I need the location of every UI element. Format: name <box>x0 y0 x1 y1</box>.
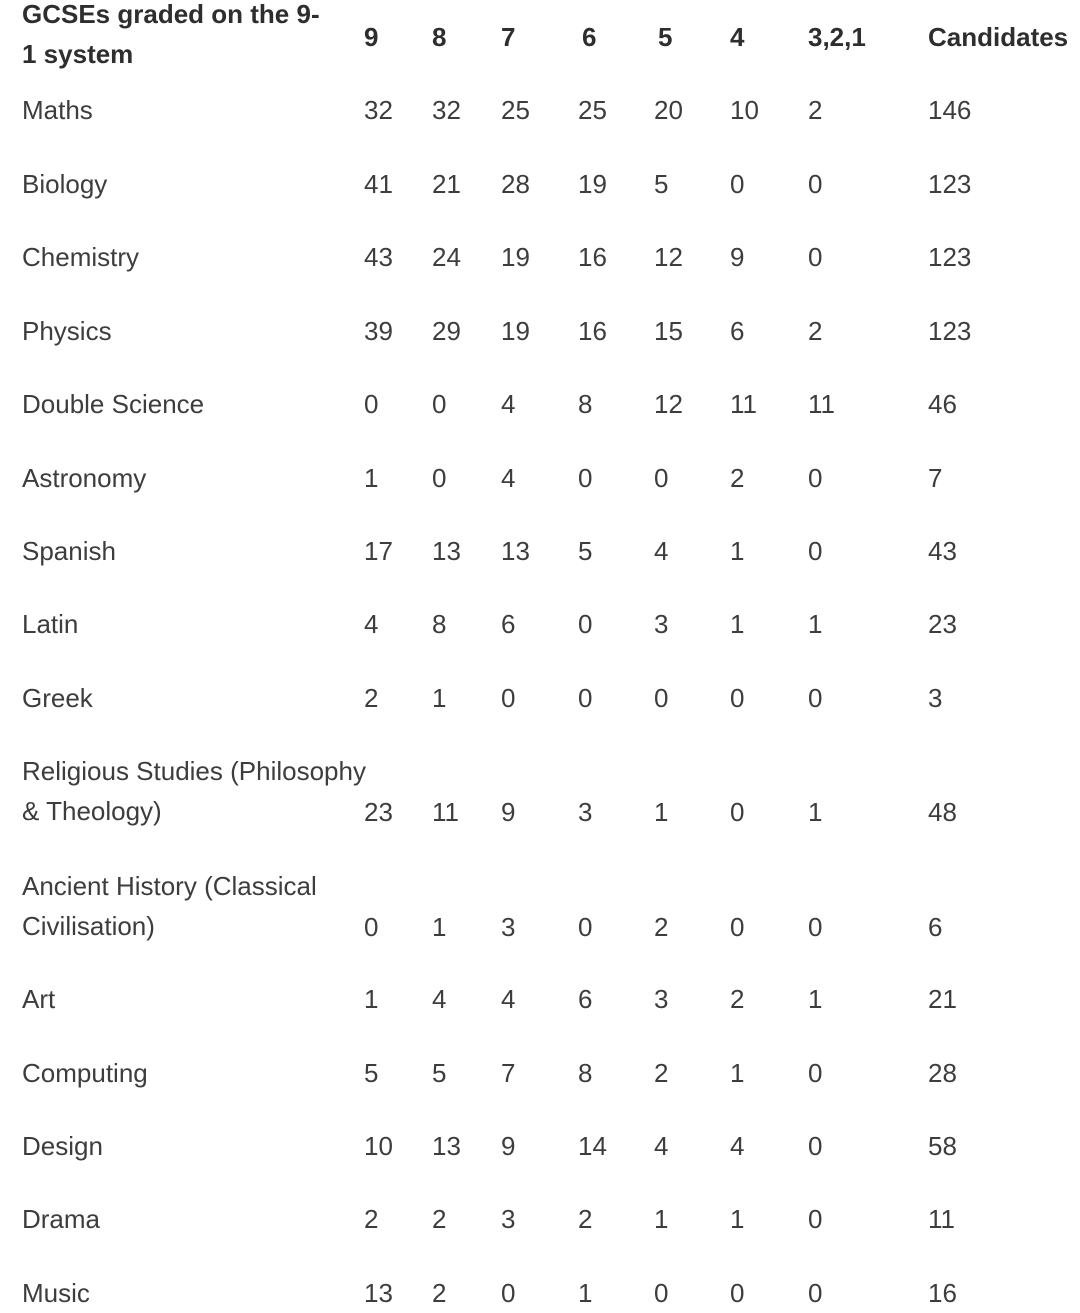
table-row <box>0 1273 1080 1313</box>
grade-count: 11 <box>432 797 459 827</box>
header-subject: GCSEs graded on the 9-1 system <box>22 0 320 69</box>
grade-count: 1 <box>808 984 823 1014</box>
grade-count: 4 <box>364 609 379 639</box>
grade-count: 3 <box>654 984 669 1014</box>
subject-name: Ancient History (Classical Civilisation) <box>22 871 317 941</box>
subject-name: Drama <box>22 1204 101 1234</box>
grade-count: 9 <box>501 1131 516 1161</box>
candidates-count: 28 <box>928 1058 957 1088</box>
grade-count: 2 <box>654 1058 669 1088</box>
grade-count: 0 <box>654 683 669 713</box>
grade-count: 0 <box>501 683 516 713</box>
grade-count: 25 <box>578 95 607 125</box>
grade-count: 3 <box>501 1204 516 1234</box>
subject-name: Music <box>22 1278 90 1308</box>
grade-count: 3 <box>654 609 669 639</box>
grade-count: 0 <box>432 389 447 419</box>
table-row <box>0 311 1080 351</box>
grade-count: 0 <box>578 609 593 639</box>
header-grade-4: 4 <box>730 22 745 52</box>
grade-count: 1 <box>730 1058 745 1088</box>
subject-name: Double Science <box>22 389 205 419</box>
grade-count: 0 <box>578 912 593 942</box>
grade-count: 8 <box>432 609 447 639</box>
table-header-row <box>0 0 1080 74</box>
grade-count: 41 <box>364 169 393 199</box>
table-row <box>0 1199 1080 1239</box>
candidates-count: 21 <box>928 984 957 1014</box>
grade-count: 6 <box>578 984 593 1014</box>
subject-name: Maths <box>22 95 93 125</box>
grade-count: 0 <box>808 1204 823 1234</box>
grade-count: 25 <box>501 95 530 125</box>
table-row <box>0 604 1080 644</box>
grade-count: 0 <box>578 463 593 493</box>
grade-count: 4 <box>501 984 516 1014</box>
grade-count: 21 <box>432 169 461 199</box>
subject-name: Physics <box>22 316 112 346</box>
grade-count: 5 <box>364 1058 379 1088</box>
table-row <box>0 678 1080 718</box>
grade-count: 0 <box>808 1058 823 1088</box>
grade-count: 0 <box>364 389 379 419</box>
candidates-count: 123 <box>928 316 972 346</box>
table-row <box>0 164 1080 204</box>
grade-count: 0 <box>578 683 593 713</box>
candidates-count: 48 <box>928 797 957 827</box>
grade-count: 1 <box>730 1204 745 1234</box>
grade-count: 0 <box>808 683 823 713</box>
grade-count: 5 <box>654 169 669 199</box>
header-candidates: Candidates <box>928 22 1069 52</box>
grade-count: 13 <box>501 536 530 566</box>
grade-count: 6 <box>730 316 745 346</box>
grade-count: 39 <box>364 316 393 346</box>
grade-count: 0 <box>808 1131 823 1161</box>
subject-name: Astronomy <box>22 463 147 493</box>
grade-count: 0 <box>730 683 745 713</box>
grade-count: 9 <box>501 797 516 827</box>
grade-count: 1 <box>364 984 379 1014</box>
grade-count: 1 <box>654 1204 669 1234</box>
table-row <box>0 866 1080 946</box>
grade-count: 0 <box>501 1278 516 1308</box>
header-grade-8: 8 <box>432 22 447 52</box>
grade-count: 12 <box>654 389 683 419</box>
grade-count: 10 <box>730 95 759 125</box>
grade-count: 1 <box>730 609 745 639</box>
grade-count: 0 <box>730 797 745 827</box>
grade-count: 2 <box>654 912 669 942</box>
header-grade-9: 9 <box>364 22 379 52</box>
grade-count: 19 <box>578 169 607 199</box>
subject-name: Latin <box>22 609 79 639</box>
grade-count: 14 <box>578 1131 607 1161</box>
subject-name: Chemistry <box>22 242 140 272</box>
subject-name: Computing <box>22 1058 148 1088</box>
grade-count: 0 <box>730 169 745 199</box>
grade-count: 11 <box>808 389 835 419</box>
grade-count: 23 <box>364 797 393 827</box>
grade-count: 43 <box>364 242 393 272</box>
grade-count: 13 <box>432 536 461 566</box>
grade-count: 1 <box>730 536 745 566</box>
grade-count: 2 <box>808 95 823 125</box>
header-grade-7: 7 <box>501 22 516 52</box>
candidates-count: 123 <box>928 169 972 199</box>
grade-count: 0 <box>808 463 823 493</box>
candidates-count: 43 <box>928 536 957 566</box>
candidates-count: 16 <box>928 1278 957 1308</box>
subject-name: Biology <box>22 169 108 199</box>
grade-count: 1 <box>808 609 823 639</box>
grade-count: 0 <box>808 536 823 566</box>
grade-count: 28 <box>501 169 530 199</box>
table-row <box>0 237 1080 277</box>
grade-count: 16 <box>578 316 607 346</box>
grade-count: 32 <box>432 95 461 125</box>
header-grade-5: 5 <box>658 22 673 52</box>
table-row <box>0 751 1080 831</box>
grade-count: 4 <box>501 463 516 493</box>
grade-count: 1 <box>654 797 669 827</box>
grade-count: 5 <box>578 536 593 566</box>
grade-count: 0 <box>730 1278 745 1308</box>
candidates-count: 3 <box>928 683 943 713</box>
grade-count: 3 <box>501 912 516 942</box>
grade-count: 24 <box>432 242 461 272</box>
header-grade-3-2-1: 3,2,1 <box>808 22 866 52</box>
subject-name: Art <box>22 984 56 1014</box>
grade-count: 0 <box>654 1278 669 1308</box>
grade-count: 1 <box>432 912 447 942</box>
grade-count: 32 <box>364 95 393 125</box>
candidates-count: 11 <box>928 1204 955 1234</box>
table-row <box>0 458 1080 498</box>
grade-count: 4 <box>654 1131 669 1161</box>
grade-count: 1 <box>578 1278 593 1308</box>
grade-count: 8 <box>578 1058 593 1088</box>
grade-count: 4 <box>654 536 669 566</box>
candidates-count: 7 <box>928 463 943 493</box>
grade-count: 19 <box>501 242 530 272</box>
table-row <box>0 979 1080 1019</box>
table-row <box>0 384 1080 424</box>
table-row <box>0 531 1080 571</box>
table-row <box>0 1126 1080 1166</box>
subject-name: Greek <box>22 683 93 713</box>
grade-count: 20 <box>654 95 683 125</box>
table-row <box>0 1053 1080 1093</box>
grade-count: 2 <box>808 316 823 346</box>
grade-count: 4 <box>501 389 516 419</box>
grade-count: 2 <box>730 984 745 1014</box>
grade-count: 4 <box>432 984 447 1014</box>
grade-count: 13 <box>432 1131 461 1161</box>
grade-count: 11 <box>730 389 757 419</box>
subject-name: Religious Studies (Philosophy & Theology) <box>22 756 366 826</box>
grade-count: 4 <box>730 1131 745 1161</box>
grade-count: 8 <box>578 389 593 419</box>
candidates-count: 23 <box>928 609 957 639</box>
grade-count: 5 <box>432 1058 447 1088</box>
grade-count: 13 <box>364 1278 393 1308</box>
subject-name: Spanish <box>22 536 116 566</box>
grade-count: 7 <box>501 1058 516 1088</box>
grade-count: 2 <box>578 1204 593 1234</box>
grade-count: 3 <box>578 797 593 827</box>
grade-count: 0 <box>364 912 379 942</box>
grade-count: 29 <box>432 316 461 346</box>
grade-count: 0 <box>730 912 745 942</box>
candidates-count: 58 <box>928 1131 957 1161</box>
grade-count: 0 <box>808 242 823 272</box>
grade-count: 2 <box>364 683 379 713</box>
grade-count: 0 <box>808 1278 823 1308</box>
grade-count: 2 <box>432 1278 447 1308</box>
grade-count: 9 <box>730 242 745 272</box>
candidates-count: 6 <box>928 912 943 942</box>
grade-count: 1 <box>432 683 447 713</box>
grade-count: 0 <box>654 463 669 493</box>
grade-count: 12 <box>654 242 683 272</box>
grade-count: 2 <box>730 463 745 493</box>
grade-count: 0 <box>808 912 823 942</box>
grade-count: 15 <box>654 316 683 346</box>
grade-count: 19 <box>501 316 530 346</box>
grade-count: 1 <box>364 463 379 493</box>
subject-name: Design <box>22 1131 103 1161</box>
candidates-count: 146 <box>928 95 972 125</box>
grade-count: 16 <box>578 242 607 272</box>
grade-count: 0 <box>808 169 823 199</box>
header-grade-6: 6 <box>582 22 597 52</box>
grade-count: 6 <box>501 609 516 639</box>
table-row <box>0 90 1080 130</box>
grade-count: 17 <box>364 536 393 566</box>
grade-count: 1 <box>808 797 823 827</box>
grade-count: 2 <box>432 1204 447 1234</box>
candidates-count: 123 <box>928 242 972 272</box>
grade-count: 0 <box>432 463 447 493</box>
grade-count: 10 <box>364 1131 393 1161</box>
grade-count: 2 <box>364 1204 379 1234</box>
candidates-count: 46 <box>928 389 957 419</box>
